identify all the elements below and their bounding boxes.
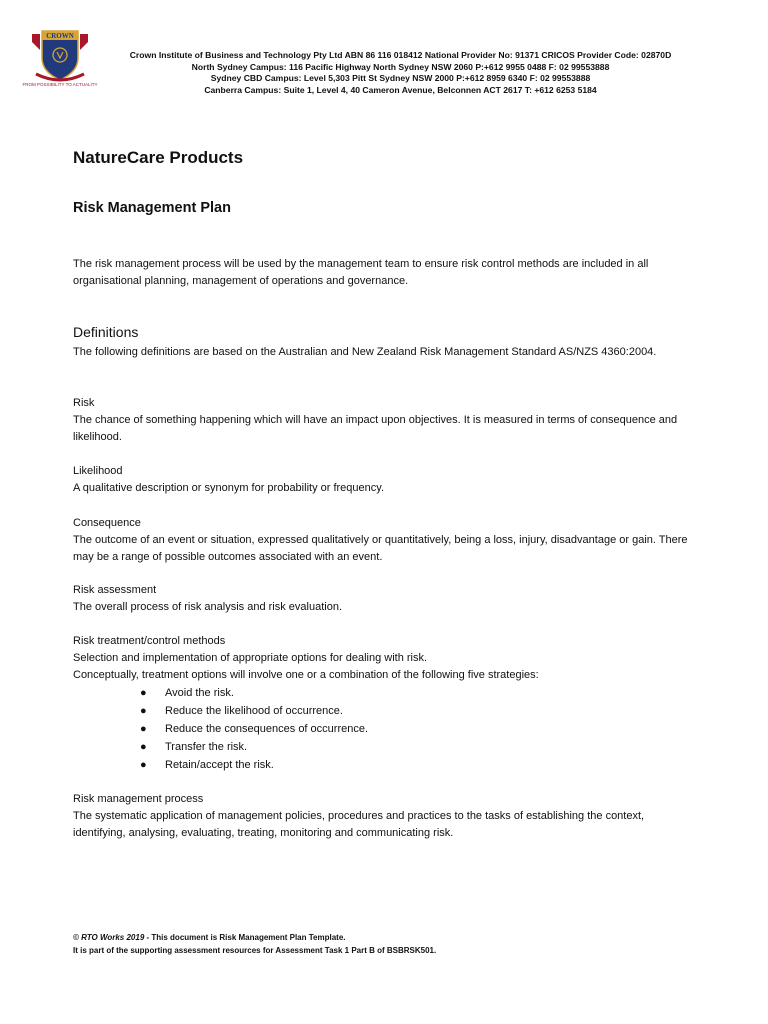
institute-header xyxy=(108,50,693,96)
intro-paragraph: The risk management process will be used by the management team to ensure risk control methods are included in all organisational planning, management of operations and governance. xyxy=(73,258,649,287)
header-line: Sydney CBD Campus: Level 5,303 Pitt St Sydney NSW 2000 P:+612 8959 6340 F: 02 99553888 xyxy=(210,73,591,84)
definition-consequence: The outcome of an event or situation, expressed qualitatively or quantitatively, being a loss, injury, disadvantage or gain. There may be a range of possible outcomes associated with an event. xyxy=(73,534,688,563)
logo-tagline: FROM POSSIBILITY TO ACTUALITY xyxy=(22,82,98,87)
crown-crest-icon xyxy=(22,28,98,82)
header-line: North Sydney Campus: 116 Pacific Highway North Sydney NSW 2060 P:+612 9955 0488 F: 02 99553888 xyxy=(191,61,610,72)
list-item xyxy=(140,702,368,720)
definition-likelihood: A qualitative description or synonym for probability or frequency. xyxy=(73,482,385,494)
page-footer xyxy=(73,931,436,957)
strategy-text: Reduce the consequences of occurrence. xyxy=(165,723,369,735)
definitions-heading: Definitions xyxy=(73,324,139,340)
list-item xyxy=(140,756,368,774)
bullet-icon: ● xyxy=(140,759,147,771)
bullet-icon: ● xyxy=(140,687,147,699)
list-item xyxy=(140,720,368,738)
logo-wordmark: CROWN xyxy=(46,32,74,40)
strategies-list xyxy=(140,684,368,774)
definition-risk: The chance of something happening which will have an impact upon objectives. It is measured in terms of consequence and likelihood. xyxy=(73,414,678,443)
term-consequence: Consequence xyxy=(73,517,141,529)
header-line: Crown Institute of Business and Technology Pty Ltd ABN 86 116 018412 National Provider No: 91371 CRICOS Provider Code: 02870D xyxy=(129,50,672,60)
footer-line xyxy=(73,931,436,944)
list-item xyxy=(140,738,368,756)
definition-risk-assessment: The overall process of risk analysis and risk evaluation. xyxy=(73,601,343,613)
strategy-text: Transfer the risk. xyxy=(165,741,248,753)
definitions-intro: The following definitions are based on the Australian and New Zealand Risk Management Standard AS/NZS 4360:2004. xyxy=(73,346,657,358)
document-title: NatureCare Products xyxy=(73,148,244,167)
term-likelihood: Likelihood xyxy=(73,465,123,477)
bullet-icon: ● xyxy=(140,723,147,735)
footer-line-rest: - This document is Risk Management Plan Template. xyxy=(144,933,346,942)
strategy-text: Avoid the risk. xyxy=(165,687,234,699)
definition-risk-treatment: Selection and implementation of appropriate options for dealing with risk. xyxy=(73,652,428,664)
definition-risk-management-process: The systematic application of management policies, procedures and practices to the tasks of establishing the context, identifying, analysing, evaluating, treating, monitoring and communicating risk. xyxy=(73,810,645,839)
document-subtitle: Risk Management Plan xyxy=(73,200,231,216)
copyright-text: © RTO Works 2019 xyxy=(73,933,145,942)
list-item xyxy=(140,684,368,702)
bullet-icon: ● xyxy=(140,705,147,717)
term-risk-assessment: Risk assessment xyxy=(73,584,157,596)
crown-institute-logo xyxy=(22,28,98,92)
strategy-text: Retain/accept the risk. xyxy=(165,759,274,771)
footer-line: It is part of the supporting assessment resources for Assessment Task 1 Part B of BSBRSK501. xyxy=(73,946,437,955)
bullet-icon: ● xyxy=(140,741,147,753)
term-risk: Risk xyxy=(73,397,95,409)
term-risk-treatment: Risk treatment/control methods xyxy=(73,635,226,647)
header-line: Canberra Campus: Suite 1, Level 4, 40 Cameron Avenue, Belconnen ACT 2617 T: +612 6253 5184 xyxy=(204,84,597,95)
strategy-text: Reduce the likelihood of occurrence. xyxy=(165,705,343,717)
term-risk-management-process: Risk management process xyxy=(73,793,204,805)
definition-risk-treatment-strategies-intro: Conceptually, treatment options will involve one or a combination of the following five strategies: xyxy=(73,669,539,681)
